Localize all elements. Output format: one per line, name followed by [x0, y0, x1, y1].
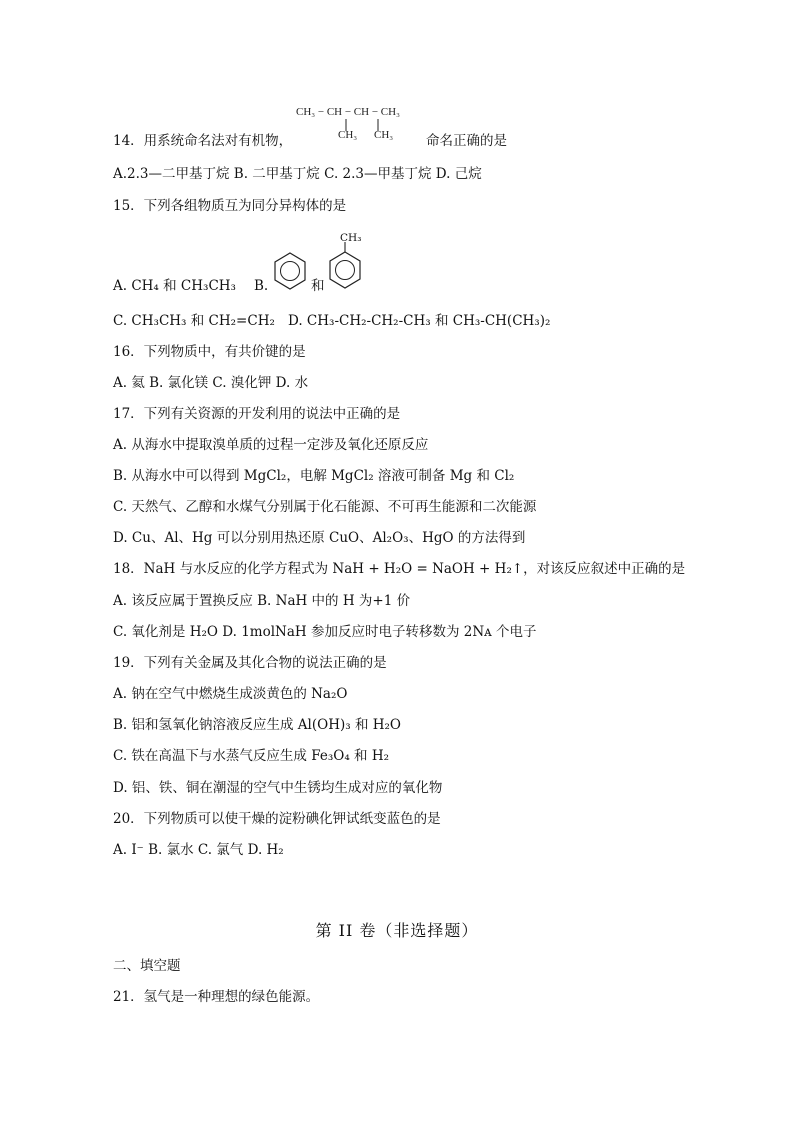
q14-formula-branch-2: CH₃	[374, 129, 394, 141]
q14-stem-suffix: 命名正确的是	[426, 133, 507, 149]
q15-option-d: D. CH₃-CH₂-CH₂-CH₃ 和 CH₃-CH(CH₃)₂	[288, 313, 551, 329]
q16-options: A. 氦 B. 氯化镁 C. 溴化钾 D. 水	[113, 375, 309, 391]
section-2-part-title: 二、填空题	[113, 958, 181, 974]
benzene-ring-icon	[272, 250, 308, 292]
toluene-ring-icon	[325, 240, 365, 294]
q17-option-d: D. Cu、Al、Hg 可以分别用热还原 CuO、Al₂O₃、HgO 的方法得到	[113, 530, 526, 546]
q14-formula-branch-1: CH₃	[338, 129, 358, 141]
q18-options-ab: A. 该反应属于置换反应 B. NaH 中的 H 为+1 价	[113, 593, 411, 609]
q14-stem-prefix: 14．用系统命名法对有机物，	[113, 133, 293, 149]
q19-stem: 19．下列有关金属及其化合物的说法正确的是	[113, 655, 387, 671]
q16-stem: 16．下列物质中，有共价键的是	[113, 344, 306, 360]
q19-option-d: D. 铝、铁、铜在潮湿的空气中生锈均生成对应的氧化物	[113, 780, 443, 796]
section-2-heading: 第 II 卷（非选择题）	[315, 921, 479, 940]
q17-stem: 17．下列有关资源的开发利用的说法中正确的是	[113, 406, 401, 422]
q14-options: A.2.3—二甲基丁烷 B. 二甲基丁烷 C. 2.3—甲基丁烷 D. 己烷	[113, 166, 482, 182]
q18-options-cd: C. 氧化剂是 H₂O D. 1molNaH 参加反应时电子转移数为 2Nᴀ 个电子	[113, 624, 537, 640]
q17-option-c: C. 天然气、乙醇和水煤气分别属于化石能源、不可再生能源和二次能源	[113, 499, 537, 515]
q15-option-a: A. CH₄ 和 CH₃CH₃	[113, 278, 236, 294]
q19-option-a: A. 钠在空气中燃烧生成淡黄色的 Na₂O	[113, 686, 348, 702]
q19-option-b: B. 铝和氢氧化钠溶液反应生成 Al(OH)₃ 和 H₂O	[113, 717, 401, 733]
q19-option-c: C. 铁在高温下与水蒸气反应生成 Fe₃O₄ 和 H₂	[113, 748, 389, 764]
q15-methyl-label: CH₃	[340, 232, 362, 244]
q17-option-a: A. 从海水中提取溴单质的过程一定涉及氧化还原反应	[113, 437, 429, 453]
q15-option-b-label: B.	[254, 278, 269, 294]
q20-options: A. I⁻ B. 氯水 C. 氯气 D. H₂	[113, 842, 284, 858]
q15-stem: 15．下列各组物质互为同分异构体的是	[113, 198, 347, 214]
q15-option-c: C. CH₃CH₃ 和 CH₂=CH₂	[113, 313, 275, 329]
q20-stem: 20．下列物质可以使干燥的淀粉碘化钾试纸变蓝色的是	[113, 811, 441, 827]
q21-stem: 21．氢气是一种理想的绿色能源。	[113, 989, 320, 1005]
q17-option-b: B. 从海水中可以得到 MgCl₂，电解 MgCl₂ 溶液可制备 Mg 和 Cl₂	[113, 468, 515, 484]
q15-option-b-join: 和	[311, 278, 325, 294]
q18-stem: 18．NaH 与水反应的化学方程式为 NaH + H₂O = NaOH + H₂↑，对该反应叙述中正确的是	[113, 561, 686, 577]
q14-formula-main-chain: CH₃ − CH − CH − CH₃	[296, 106, 400, 118]
